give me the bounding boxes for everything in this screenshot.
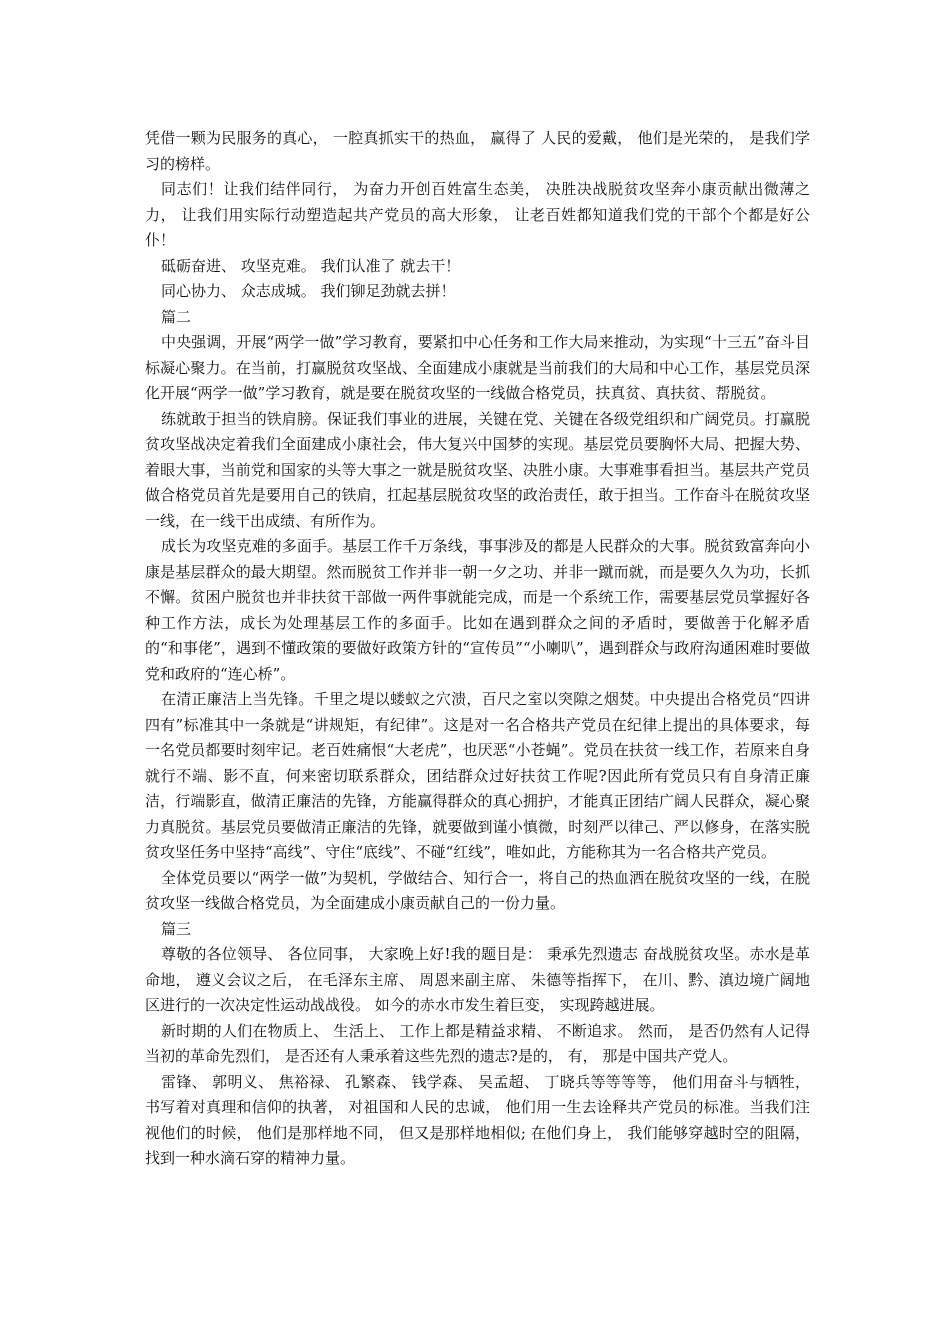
document-page — [145, 126, 810, 1172]
paragraph-slogan-1: 砥砺奋进、 攻坚克难。 我们认准了 就去干！ — [161, 256, 461, 275]
paragraph-iron-shoulders: 练就敢于担当的铁肩膀。保证我们事业的进展，关键在党、关键在各级党组织和广阔党员。打赢脱贫攻坚战决定着我们全面建成小康社会，伟大复兴中国梦的实现。基层党员要胸怀大局、把握大势、着眼大事，当前党和国家的头等大事之一就是脱贫攻坚、决胜小康。大事难事看担当。基层共产党员做合格党员首先是要用自己的铁肩，扛起基层脱贫攻坚的政治责任，敢于担当。工作奋斗在脱贫攻坚一线，在一线干出成绩、有所作为。 — [145, 409, 810, 530]
paragraph-speech-opening: 尊敬的各位领导、 各位同事， 大家晚上好!我的题目是： 秉承先烈遗志 奋战脱贫攻坚。赤水是革命地， 遵义会议之后， 在毛泽东主席、 周恩来副主席、 朱德等指挥下， 在川、黔、滇边境广阔地区进行的一次决定性运动战战役。 如今的赤水市发生着巨变， 实现跨越进展。 — [145, 945, 810, 1014]
paragraph-central-emphasis: 中央强调，开展“两学一做”学习教育，要紧扣中心任务和工作大局来推动，为实现“十三五”奋斗目标凝心聚力。在当前，打赢脱贫攻坚战、全面建成小康就是当前我们的大局和中心工作，基层党员深化开展“两学一做”学习教育，就是要在脱贫攻坚的一线做合格党员，扶真贫、真扶贫、帮脱贫。 — [145, 333, 810, 402]
paragraph-slogan-2: 同心协力、 众志成城。 我们铆足劲就去拼！ — [161, 282, 456, 300]
paragraph-conclusion-part-two: 全体党员要以“两学一做”为契机，学做结合、知行合一，将自己的热血洒在脱贫攻坚的一线，在脱贫攻坚一线做合格党员，为全面建成小康贡献自己的一份力量。 — [145, 868, 810, 912]
section-heading-part-three: 篇三 — [161, 919, 192, 938]
paragraph-all-rounder: 成长为攻坚克难的多面手。基层工作千万条线，事事涉及的都是人民群众的大事。脱贫致富奔向小康是基层群众的最大期望。然而脱贫工作并非一朝一夕之功、并非一蹴而就，而是要久久为功，长抓不懈。贫困户脱贫也并非扶贫干部做一两件事就能完成，而是一个系统工作，需要基层党员掌握好各种工作方法，成长为处理基层工作的多面手。比如在遇到群众之间的矛盾时，要做善于化解矛盾的“和事佬”，遇到不懂政策的要做好政策方针的“宣传员”“小喇叭”，遇到群众与政府沟通困难时要做党和政府的“连心桥”。 — [145, 537, 810, 683]
paragraph-integrity-pioneer: 在清正廉洁上当先锋。千里之堤以蝼蚁之穴溃，百尺之室以突隙之烟焚。中央提出合格党员“四讲四有”标准其中一条就是“讲规矩，有纪律”。这是对一名合格共产党员在纪律上提出的具体要求，每一名党员都要时刻牢记。老百姓痛恨“大老虎”，也厌恶“小苍蝇”。党员在扶贫一线工作，若原来自身就行不端、影不直，何来密切联系群众，团结群众过好扶贫工作呢?因此所有党员只有自身清正廉洁，行端影直，做清正廉洁的先锋，方能赢得群众的真心拥护，才能真正团结广阔人民群众，凝心聚力真脱贫。基层党员要做清正廉洁的先锋，就要做到谨小慎微，时刻严以律己、严以修身，在落实脱贫攻坚任务中坚持“高线”、守住“底线”、不碰“红线”，唯如此，方能称其为一名合格共产党员。 — [145, 690, 810, 861]
paragraph-role-models: 雷锋、 郭明义、 焦裕禄、 孔繁森、 钱学森、 吴孟超、 丁晓兵等等等等， 他们用奋斗与牺牲， 书写着对真理和信仰的执著， 对祖国和人民的忠诚， 他们用一生去诠释共产党员的标准。当我们注视他们的时候， 他们是那样地不同， 但又是那样地相似; 在他们身上， 我们能够穿越时空的阻隔， 找到一种水滴石穿的精神力量。 — [145, 1072, 810, 1167]
section-heading-part-two: 篇二 — [161, 307, 192, 326]
paragraph-intro-continuation: 凭借一颗为民服务的真心， 一腔真抓实干的热血， 赢得了 人民的爱戴， 他们是光荣的， 是我们学习的榜样。 — [145, 129, 810, 173]
paragraph-new-era: 新时期的人们在物质上、 生活上、 工作上都是精益求精、 不断追求。 然而， 是否仍然有人记得当初的革命先烈们， 是否还有人秉承着这些先烈的遗志?是的， 有， 那是中国共产党人。 — [145, 1021, 810, 1065]
paragraph-call-to-action: 同志们！让我们结伴同行， 为奋力开创百姓富生态美， 决胜决战脱贫攻坚奔小康贡献出微薄之力， 让我们用实际行动塑造起共产党员的高大形象， 让老百姓都知道我们党的干部个个都是好公仆！ — [145, 180, 810, 249]
